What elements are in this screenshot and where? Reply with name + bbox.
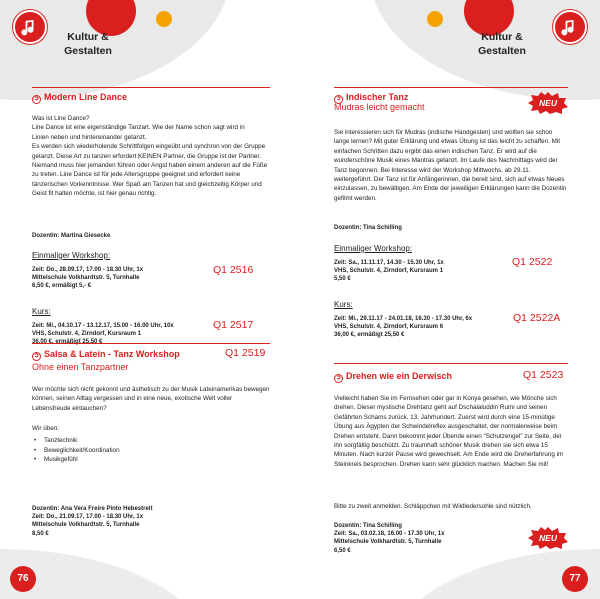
section-rule [32, 343, 270, 344]
session-details [334, 522, 444, 555]
section-title-text: Modern Line Dance [44, 92, 128, 102]
lecturer-name: Dozentin: Tina Schilling [334, 225, 402, 231]
description-line: Linien neben und hintereinander getanzt. [32, 133, 147, 141]
lecturer-name: Dozentin: Martina Giesecke [32, 233, 111, 239]
music-note-icon [13, 10, 47, 44]
course-code: Q1 2516 [213, 264, 254, 276]
category-label [58, 30, 118, 58]
section-title-text: Drehen wie ein Derwisch [346, 371, 453, 381]
badge-label: NEU [539, 98, 557, 108]
arrow-circle-icon: ➲ [33, 353, 40, 359]
workshop-label: Einmaliger Workshop: [32, 251, 111, 260]
arrow-circle-icon: ➲ [335, 96, 342, 102]
detail-line: 6,50 €, ermäßigt 5,- € [32, 283, 92, 290]
detail-line: 6,50 € [334, 547, 351, 554]
list-item: • Beweglichkeit/Koordination [34, 446, 120, 456]
session-details [32, 505, 152, 538]
course-code: Q1 2517 [213, 319, 254, 331]
detail-line: Zeit: Mi., 29.11.17 - 24.01.18, 16.30 - 17.30 Uhr, 6x [334, 316, 473, 322]
detail-line: Zeit: Do., 21.09.17, 17.00 - 18.30 Uhr, 1x [32, 514, 144, 521]
list-item: • Tanztechnik [34, 436, 120, 446]
course-code: Q1 2519 [225, 347, 266, 359]
workshop-label: Einmaliger Workshop: [334, 244, 413, 253]
list-intro: Wir üben: [32, 425, 59, 432]
course-code: Q1 2523 [523, 369, 564, 381]
course-label: Kurs: [32, 307, 51, 316]
workshop-details [32, 266, 143, 291]
list-item: • Musikgefühl [34, 455, 120, 465]
section-title-text: Salsa & Latein - Tanz Workshop [44, 349, 180, 359]
detail-line: 5,50 € [334, 276, 351, 283]
detail-line: Dozentin: Tina Schilling [334, 523, 402, 529]
section-rule [334, 87, 568, 88]
section-rule [334, 363, 568, 364]
new-badge [528, 92, 568, 114]
music-note-icon [553, 10, 587, 44]
category-line: Kultur & [67, 31, 109, 43]
detail-line: VHS, Schulstr. 4, Zirndorf, Kursraum 6 [334, 324, 444, 331]
section-subtitle: Mudras leicht gemacht [334, 102, 425, 112]
detail-line: Zeit: Sa., 03.02.18, 16.00 - 17.30 Uhr, 1x [334, 531, 445, 538]
orange-circle-decoration [156, 11, 172, 27]
section-title-text: Indischer Tanz [346, 92, 409, 102]
course-label: Kurs: [334, 300, 353, 309]
section-subtitle: Ohne einen Tanzpartner [32, 362, 129, 372]
description-line: Line Dance ist eine eigenständige Tanzart. Wie der Name schon sagt wird in [32, 124, 245, 132]
section-rule [32, 87, 270, 88]
section-title [334, 371, 452, 383]
detail-line: 36,00 €, ermäßigt 25,50 € [334, 332, 405, 339]
course-description: Vielleicht haben Sie im Fernsehen oder gar in Konya gesehen, wie Mönche sich drehen. Dieser mystische Drehtanz geht auf Dschalaluddin Rumi und seinen Gefährten Schams zurück. 13. Jahrhundert. Zuerst wird durch eine 15-minütige Übung aus Ägypten der Schwindelreflex ausgeschaltet, der normalerweise beim Drehen entsteht. Dann bekommt jeder Übende einen "Schutzengel" zur Seite, der ihn sorgfältig beschützt. Zu traumhaft schöner Musik drehen sie sich etwa 15 Minuten. Nach kurzer Pause wird gewechselt. Am Ende wird die Dreherfahrung im Steinkreis besprochen. Drehen kann sehr glücklich machen. Machen Sie mit! [334, 395, 564, 468]
course-description: Wer möchte sich nicht gekonnt und ästhetisch zu der Musik Lateinamerikas bewegen können, seinen Alltag vergessen und in eine neue, exotische Welt voller Lebensfreude eintauchen? [32, 386, 270, 412]
bullet-list [34, 436, 120, 465]
detail-line: Zeit: Sa., 11.11.17, 14.30 - 15.30 Uhr, 1x [334, 260, 444, 266]
orange-circle-decoration [427, 11, 443, 27]
arrow-circle-icon: ➲ [335, 375, 342, 381]
detail-line: VHS, Schulstr. 4, Zirndorf, Kursraum 1 [334, 268, 444, 275]
category-line: Kultur & [481, 31, 523, 43]
badge-label: NEU [539, 533, 557, 543]
course-description [32, 114, 270, 199]
category-label [472, 30, 532, 58]
page-number: 77 [562, 566, 588, 592]
new-badge [528, 527, 568, 549]
section-title [32, 92, 127, 104]
detail-line: Mittelschule Volkhardtstr. 5, Turnhalle [334, 539, 442, 546]
detail-line: Zeit: Mi., 04.10.17 - 13.12.17, 15.00 - 16.00 Uhr, 10x [32, 323, 174, 329]
course-details [334, 315, 472, 340]
course-note: Bitte zu zweit anmelden. Schläppchen mit Wildledersohle sind nützlich. [334, 503, 532, 510]
detail-line: 8,50 € [32, 530, 49, 537]
arrow-circle-icon: ➲ [33, 96, 40, 102]
description-line: Es werden sich wiederholende Schrittfolgen eingeübt und synchron von der Gruppe getanzt. Diese Art zu tanzen erfordert KEINEN Partner, die Gruppe ist der Partner. Niemand muss hier jemanden führen oder Angst haben einem anderen auf die Füße zu treten. Line Dance ist für jede Altersgruppe geeignet und erfordert keine tänzerischen Vorkenntnisse. Wer Spaß am Tanzen hat und gleichzeitig Körper und Geist fit halten möchte, ist hier genau richtig. [32, 143, 268, 198]
course-description: Sie interessieren sich für Mudras (indische Handgesten) und wollten sie schon lange lernen? Mit guter Erklärung und etwas Übung ist das leicht zu schaffen. Mit einfachen Schritten dazu ergibt das einen indischen Tanz. Er wird auf die wunderschöne Musik eines Mantras getanzt. Im Laufe des Nachmittags wird der Tanz begonnen. Bei Interesse wird der Workshop Mittwochs, ab 29.11. weitergeführt. Der Tanz ist für Anfängerinnen, die bereit sind, sich auf etwas Neues einzulassen, zu bewältigen. Am Ende der jeweiligen Erklärungen kann die Dozentin gefilmt werden. [334, 129, 567, 202]
detail-line: Mittelschule Volkhardtstr. 5, Turnhalle [32, 522, 140, 529]
detail-line: VHS, Schulstr. 4, Zirndorf, Kursraum 1 [32, 331, 142, 338]
right-page [300, 0, 600, 599]
description-line: Was ist Line Dance? [32, 115, 90, 122]
page-number: 76 [10, 566, 36, 592]
course-code: Q1 2522A [513, 312, 561, 324]
detail-line: Mittelschule Volkhardtstr. 5, Turnhalle [32, 275, 140, 282]
course-code: Q1 2522 [512, 256, 553, 268]
workshop-details [334, 259, 444, 284]
category-line: Gestalten [478, 45, 526, 57]
section-title [32, 349, 180, 361]
category-line: Gestalten [64, 45, 112, 57]
detail-line: Dozentin: Ana Vera Freire Pinto Hebestreit [32, 506, 153, 512]
detail-line: Zeit: Do., 28.09.17, 17.00 - 18.30 Uhr, 1x [32, 267, 144, 273]
